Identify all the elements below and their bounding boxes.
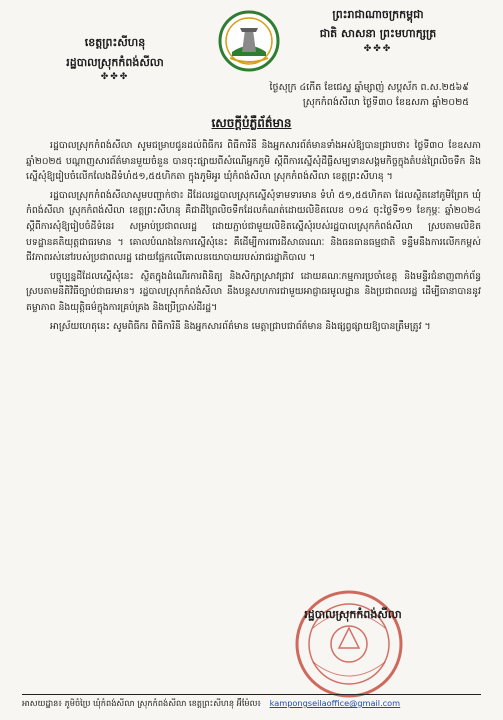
paragraph-1: រដ្ឋបាលស្រុកកំពង់សីលា សូមជម្រាបជូនដល់ពិធីករ ពិធីការិនី និងអ្នកសារព័ត៌មានទាំងអស់ឱ្យបានជ្រាបថា៖ ថ្ងៃទី៣០ ខែឧសភា ឆ្នាំ២០២៥ បណ្តាញសារព័ត៌មានមួយចំនួន បានចុះផ្សាយពីសំណើអ្នកភូមិ ស្តីពីការស្នើសុំដីធ្លីសម្បទានសង្គមកិច្ចក្នុងតំបន់ព្រៃលិចទឹក និងស្នើសុំឱ្យរៀបចំលើកលែងដីទំហំ៥១,៥៥ហិកតា ក្នុងភូមិអូរ ឃុំកំពង់សីលា ស្រុកកំពង់សីលា ខេត្តព្រះសីហនុ ។ [26, 140, 481, 183]
government-header [40, 36, 190, 82]
official-seal [293, 588, 405, 700]
district-admin-name: រដ្ឋបាលស្រុកកំពង់សីលា [66, 56, 164, 69]
paragraph-4: អាស្រ័យហេតុនេះ សូមពិធីករ ពិធីការិនី និងអ្នកសារព័ត៌មាន មេត្តាជ្រាបជាព័ត៌មាន និងផ្សព្វផ្សាយឱ្យបានត្រឹមត្រូវ ។ [50, 320, 431, 332]
paragraph-2: រដ្ឋបាលស្រុកកំពង់សីលាសូមបញ្ជាក់ថា៖ ដីដែលរដ្ឋបាលស្រុកស្នើសុំទាមទារមាន ទំហំ ៥១,៥៥ហិកតា ដែលស្ថិតនៅភូមិព្រែក ឃុំកំពង់សីលា ស្រុកកំពង់សីលា ខេត្តព្រះសីហនុ គឺជាដីព្រៃលិចទឹកដែលកំណត់ដោយលិខិតលេខ ០១៤ ចុះថ្ងៃទី១១ ខែកុម្ភៈ ឆ្នាំ២០២៤ ស្តីពីការសុំឱ្យរៀបចំដីទំនេរ សម្រាប់ប្រជាពលរដ្ឋ ដោយភ្ជាប់ជាមួយលិខិតស្នើសុំរបស់រដ្ឋបាលស្រុកកំពង់សីលា ស្របតាមលិខិតបទដ្ឋានគតិយុត្តជាធរមាន ។ គោលបំណងនៃការស្នើសុំនេះ គឺដើម្បីការពារដីសាធារណៈ និងធនធានធម្មជាតិ ទន្ទឹមនឹងការលើកកម្ពស់ជីវភាពរស់នៅរបស់ប្រជាពលរដ្ឋ ដោយផ្អែកលើគោលនយោបាយរបស់រាជរដ្ឋាភិបាល ។ [26, 189, 481, 264]
signature-block [273, 608, 433, 624]
footer [22, 698, 483, 711]
lunar-date: ថ្ងៃសុក្រ ៤កើត ខែជេស្ឋ ឆ្នាំម្សាញ់ សប្តស័ក ព.ស.២៥៦៩ [269, 82, 469, 93]
signatory-title: រដ្ឋបាលស្រុកកំពង់សីលា [304, 608, 402, 621]
gov-ornament: ✤✤✤ [100, 72, 130, 82]
email-link[interactable]: kampongseilaoffice@gmail.com [269, 698, 401, 708]
province-name: ខេត្តព្រះសីហនុ [84, 36, 146, 49]
kingdom-title: ព្រះរាជាណាចក្រកម្ពុជា [332, 8, 424, 21]
kingdom-header [293, 8, 463, 54]
date-block [229, 80, 469, 110]
district-logo [218, 10, 280, 72]
solar-date: ស្រុកកំពង់សីលា ថ្ងៃទី៣០ ខែឧសភា ឆ្នាំ២០២៥ [302, 97, 469, 108]
paragraph-3: បច្ចុប្បន្នដីដែលស្នើសុំនេះ ស្ថិតក្នុងដំណើរការពិនិត្យ និងសិក្សាស្រាវជ្រាវ ដោយគណៈកម្មការប្រចាំខេត្ត និងមន្ទីរជំនាញពាក់ព័ន្ធ ស្របតាមនីតិវិធីច្បាប់ជាធរមាន។ រដ្ឋបាលស្រុកកំពង់សីលា នឹងបន្តសហការជាមួយអាជ្ញាធរមូលដ្ឋាន និងប្រជាពលរដ្ឋ ដើម្បីធានាបាននូវតម្លាភាព និងយុត្តិធម៌ក្នុងការគ្រប់គ្រង និងប្រើប្រាស់ដីរដ្ឋ។ [26, 270, 481, 313]
document-title: សេចក្តីបំភ្លឺព័ត៌មាន [211, 116, 292, 130]
document-body [26, 138, 481, 337]
kingdom-ornament: ✤✤✤ [363, 44, 393, 54]
footer-divider [22, 694, 481, 695]
national-motto: ជាតិ សាសនា ព្រះមហាក្សត្រ [319, 27, 437, 40]
footer-address: អាសយដ្ឋាន៖ ភូមិចំប្រៃ ឃុំកំពង់សីលា ស្រុកកំពង់សីលា ខេត្តព្រះសីហនុ អ៊ីម៉ែល៖ [22, 698, 262, 708]
